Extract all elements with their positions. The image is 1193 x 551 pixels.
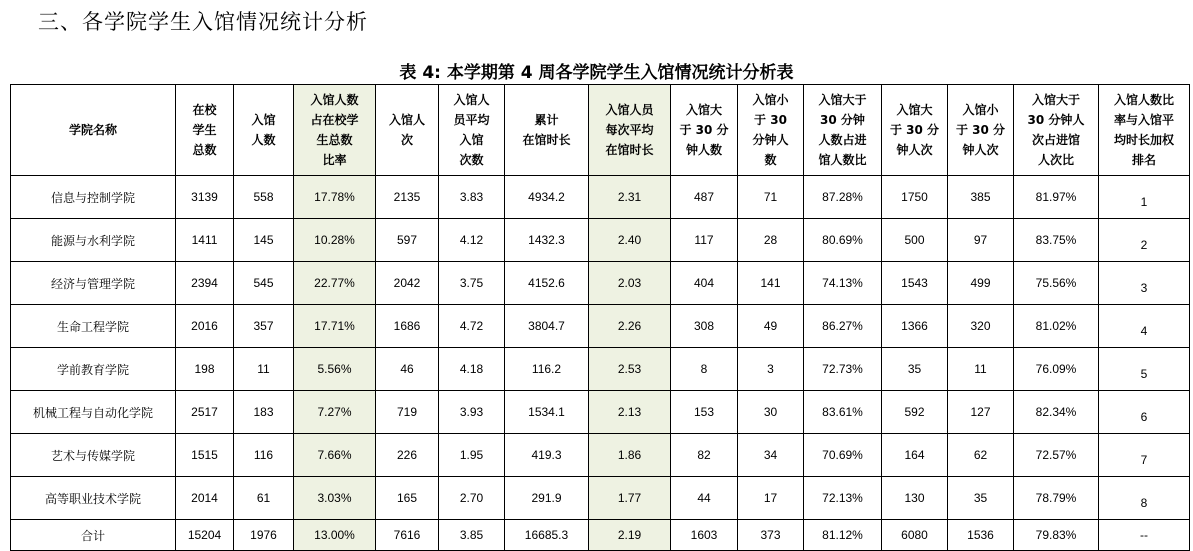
table-cell: 2.40 bbox=[589, 219, 671, 262]
table-cell: 1686 bbox=[376, 305, 439, 348]
table-cell: 艺术与传媒学院 bbox=[11, 434, 176, 477]
table-cell: 78.79% bbox=[1014, 477, 1099, 520]
table-cell: 2.03 bbox=[589, 262, 671, 305]
table-cell: 4.18 bbox=[439, 348, 505, 391]
table-cell: 15204 bbox=[176, 520, 234, 551]
table-cell: 1515 bbox=[176, 434, 234, 477]
table-cell: 83.61% bbox=[804, 391, 882, 434]
table-cell: 145 bbox=[234, 219, 294, 262]
table-cell: 高等职业技术学院 bbox=[11, 477, 176, 520]
table-cell: 558 bbox=[234, 176, 294, 219]
table-cell: 7 bbox=[1099, 434, 1190, 477]
table-cell: 经济与管理学院 bbox=[11, 262, 176, 305]
table-cell: 81.02% bbox=[1014, 305, 1099, 348]
table-cell: 3.93 bbox=[439, 391, 505, 434]
table-cell: 生命工程学院 bbox=[11, 305, 176, 348]
section-heading: 三、各学院学生入馆情况统计分析 bbox=[38, 10, 368, 34]
table-cell: 4934.2 bbox=[505, 176, 589, 219]
table-cell: 83.75% bbox=[1014, 219, 1099, 262]
table-cell: 75.56% bbox=[1014, 262, 1099, 305]
table-cell: 10.28% bbox=[294, 219, 376, 262]
table-cell: 2394 bbox=[176, 262, 234, 305]
table-cell: 2517 bbox=[176, 391, 234, 434]
table-cell: 165 bbox=[376, 477, 439, 520]
table-cell: 308 bbox=[671, 305, 738, 348]
table-cell: 79.83% bbox=[1014, 520, 1099, 551]
table-cell: 87.28% bbox=[804, 176, 882, 219]
table-cell: 545 bbox=[234, 262, 294, 305]
table-cell: 6 bbox=[1099, 391, 1190, 434]
table-cell: 2.13 bbox=[589, 391, 671, 434]
table-cell: 44 bbox=[671, 477, 738, 520]
column-header: 入馆人数比 率与入馆平 均时长加权 排名 bbox=[1099, 85, 1190, 176]
table-cell: 81.97% bbox=[1014, 176, 1099, 219]
table-cell: 1.77 bbox=[589, 477, 671, 520]
table-cell: 5 bbox=[1099, 348, 1190, 391]
table-cell: 17.78% bbox=[294, 176, 376, 219]
table-cell: 1534.1 bbox=[505, 391, 589, 434]
table-cell: 2 bbox=[1099, 219, 1190, 262]
table-cell: 2.19 bbox=[589, 520, 671, 551]
table-cell: 8 bbox=[671, 348, 738, 391]
table-cell: -- bbox=[1099, 520, 1190, 551]
table-cell: 385 bbox=[948, 176, 1014, 219]
table-cell: 72.13% bbox=[804, 477, 882, 520]
table-cell: 7616 bbox=[376, 520, 439, 551]
column-header: 累计 在馆时长 bbox=[505, 85, 589, 176]
table-cell: 86.27% bbox=[804, 305, 882, 348]
statistics-table bbox=[10, 84, 1190, 551]
column-header: 入馆人 员平均 入馆 次数 bbox=[439, 85, 505, 176]
table-cell: 1411 bbox=[176, 219, 234, 262]
table-cell: 291.9 bbox=[505, 477, 589, 520]
table-cell: 46 bbox=[376, 348, 439, 391]
table-cell: 153 bbox=[671, 391, 738, 434]
table-cell: 16685.3 bbox=[505, 520, 589, 551]
table-cell: 2.70 bbox=[439, 477, 505, 520]
column-header: 入馆小 于 30 分 钟人次 bbox=[948, 85, 1014, 176]
table-cell: 117 bbox=[671, 219, 738, 262]
table-cell: 7.27% bbox=[294, 391, 376, 434]
table-row bbox=[11, 262, 1190, 305]
table-cell: 592 bbox=[882, 391, 948, 434]
table-row bbox=[11, 348, 1190, 391]
table-cell: 49 bbox=[738, 305, 804, 348]
table-cell: 116 bbox=[234, 434, 294, 477]
table-row bbox=[11, 305, 1190, 348]
table-cell: 1750 bbox=[882, 176, 948, 219]
table-cell: 141 bbox=[738, 262, 804, 305]
table-cell: 70.69% bbox=[804, 434, 882, 477]
table-cell: 2.53 bbox=[589, 348, 671, 391]
column-header: 入馆大 于 30 分 钟人数 bbox=[671, 85, 738, 176]
table-cell: 能源与水利学院 bbox=[11, 219, 176, 262]
column-header: 入馆大 于 30 分 钟人次 bbox=[882, 85, 948, 176]
table-cell: 3804.7 bbox=[505, 305, 589, 348]
table-cell: 404 bbox=[671, 262, 738, 305]
table-cell: 500 bbox=[882, 219, 948, 262]
column-header: 入馆小 于 30 分钟人 数 bbox=[738, 85, 804, 176]
table-cell: 127 bbox=[948, 391, 1014, 434]
table-cell: 499 bbox=[948, 262, 1014, 305]
table-cell: 1366 bbox=[882, 305, 948, 348]
table-cell: 82.34% bbox=[1014, 391, 1099, 434]
table-cell: 74.13% bbox=[804, 262, 882, 305]
table-cell: 11 bbox=[948, 348, 1014, 391]
column-header: 入馆大于 30 分钟人 次占进馆 人次比 bbox=[1014, 85, 1099, 176]
table-cell: 487 bbox=[671, 176, 738, 219]
table-cell: 130 bbox=[882, 477, 948, 520]
table-cell: 719 bbox=[376, 391, 439, 434]
table-cell: 1432.3 bbox=[505, 219, 589, 262]
table-cell: 3.03% bbox=[294, 477, 376, 520]
table-row bbox=[11, 219, 1190, 262]
table-cell: 3.85 bbox=[439, 520, 505, 551]
table-cell: 1.95 bbox=[439, 434, 505, 477]
table-cell: 2042 bbox=[376, 262, 439, 305]
table-cell: 8 bbox=[1099, 477, 1190, 520]
column-header: 学院名称 bbox=[11, 85, 176, 176]
table-cell: 82 bbox=[671, 434, 738, 477]
table-cell: 4.12 bbox=[439, 219, 505, 262]
table-cell: 机械工程与自动化学院 bbox=[11, 391, 176, 434]
table-cell: 62 bbox=[948, 434, 1014, 477]
table-cell: 35 bbox=[948, 477, 1014, 520]
table-caption: 表 4: 本学期第 4 周各学院学生入馆情况统计分析表 bbox=[399, 63, 794, 83]
total-row bbox=[11, 520, 1190, 551]
table-cell: 3.75 bbox=[439, 262, 505, 305]
table-cell: 76.09% bbox=[1014, 348, 1099, 391]
table-cell: 34 bbox=[738, 434, 804, 477]
column-header: 入馆人员 每次平均 在馆时长 bbox=[589, 85, 671, 176]
table-cell: 198 bbox=[176, 348, 234, 391]
table-cell: 11 bbox=[234, 348, 294, 391]
table-cell: 226 bbox=[376, 434, 439, 477]
table-cell: 80.69% bbox=[804, 219, 882, 262]
table-cell: 1976 bbox=[234, 520, 294, 551]
table-cell: 3 bbox=[1099, 262, 1190, 305]
table-cell: 116.2 bbox=[505, 348, 589, 391]
table-cell: 3139 bbox=[176, 176, 234, 219]
table-cell: 2016 bbox=[176, 305, 234, 348]
table-cell: 71 bbox=[738, 176, 804, 219]
table-cell: 164 bbox=[882, 434, 948, 477]
table-row bbox=[11, 391, 1190, 434]
table-cell: 320 bbox=[948, 305, 1014, 348]
table-cell: 419.3 bbox=[505, 434, 589, 477]
table-cell: 5.56% bbox=[294, 348, 376, 391]
table-cell: 1543 bbox=[882, 262, 948, 305]
table-cell: 97 bbox=[948, 219, 1014, 262]
table-cell: 2135 bbox=[376, 176, 439, 219]
table-cell: 1.86 bbox=[589, 434, 671, 477]
column-header: 在校 学生 总数 bbox=[176, 85, 234, 176]
table-cell: 22.77% bbox=[294, 262, 376, 305]
table-cell: 1 bbox=[1099, 176, 1190, 219]
table-row bbox=[11, 434, 1190, 477]
table-cell: 2.31 bbox=[589, 176, 671, 219]
table-cell: 4152.6 bbox=[505, 262, 589, 305]
table-cell: 合计 bbox=[11, 520, 176, 551]
header-row bbox=[11, 85, 1190, 176]
column-header: 入馆大于 30 分钟 人数占进 馆人数比 bbox=[804, 85, 882, 176]
table-cell: 72.57% bbox=[1014, 434, 1099, 477]
table-cell: 373 bbox=[738, 520, 804, 551]
table-cell: 6080 bbox=[882, 520, 948, 551]
table-cell: 61 bbox=[234, 477, 294, 520]
table-cell: 1536 bbox=[948, 520, 1014, 551]
table-cell: 35 bbox=[882, 348, 948, 391]
table-row bbox=[11, 477, 1190, 520]
table-cell: 信息与控制学院 bbox=[11, 176, 176, 219]
table-cell: 28 bbox=[738, 219, 804, 262]
table-cell: 1603 bbox=[671, 520, 738, 551]
table-cell: 597 bbox=[376, 219, 439, 262]
table-cell: 3.83 bbox=[439, 176, 505, 219]
column-header: 入馆 人数 bbox=[234, 85, 294, 176]
table-cell: 学前教育学院 bbox=[11, 348, 176, 391]
table-cell: 17.71% bbox=[294, 305, 376, 348]
column-header: 入馆人 次 bbox=[376, 85, 439, 176]
table-cell: 7.66% bbox=[294, 434, 376, 477]
table-cell: 13.00% bbox=[294, 520, 376, 551]
table-cell: 4.72 bbox=[439, 305, 505, 348]
table-cell: 183 bbox=[234, 391, 294, 434]
table-cell: 72.73% bbox=[804, 348, 882, 391]
table-cell: 3 bbox=[738, 348, 804, 391]
table-row bbox=[11, 176, 1190, 219]
table-cell: 17 bbox=[738, 477, 804, 520]
table-cell: 2014 bbox=[176, 477, 234, 520]
table-cell: 2.26 bbox=[589, 305, 671, 348]
table-cell: 357 bbox=[234, 305, 294, 348]
table-cell: 4 bbox=[1099, 305, 1190, 348]
table-cell: 30 bbox=[738, 391, 804, 434]
table-cell: 81.12% bbox=[804, 520, 882, 551]
column-header: 入馆人数 占在校学 生总数 比率 bbox=[294, 85, 376, 176]
